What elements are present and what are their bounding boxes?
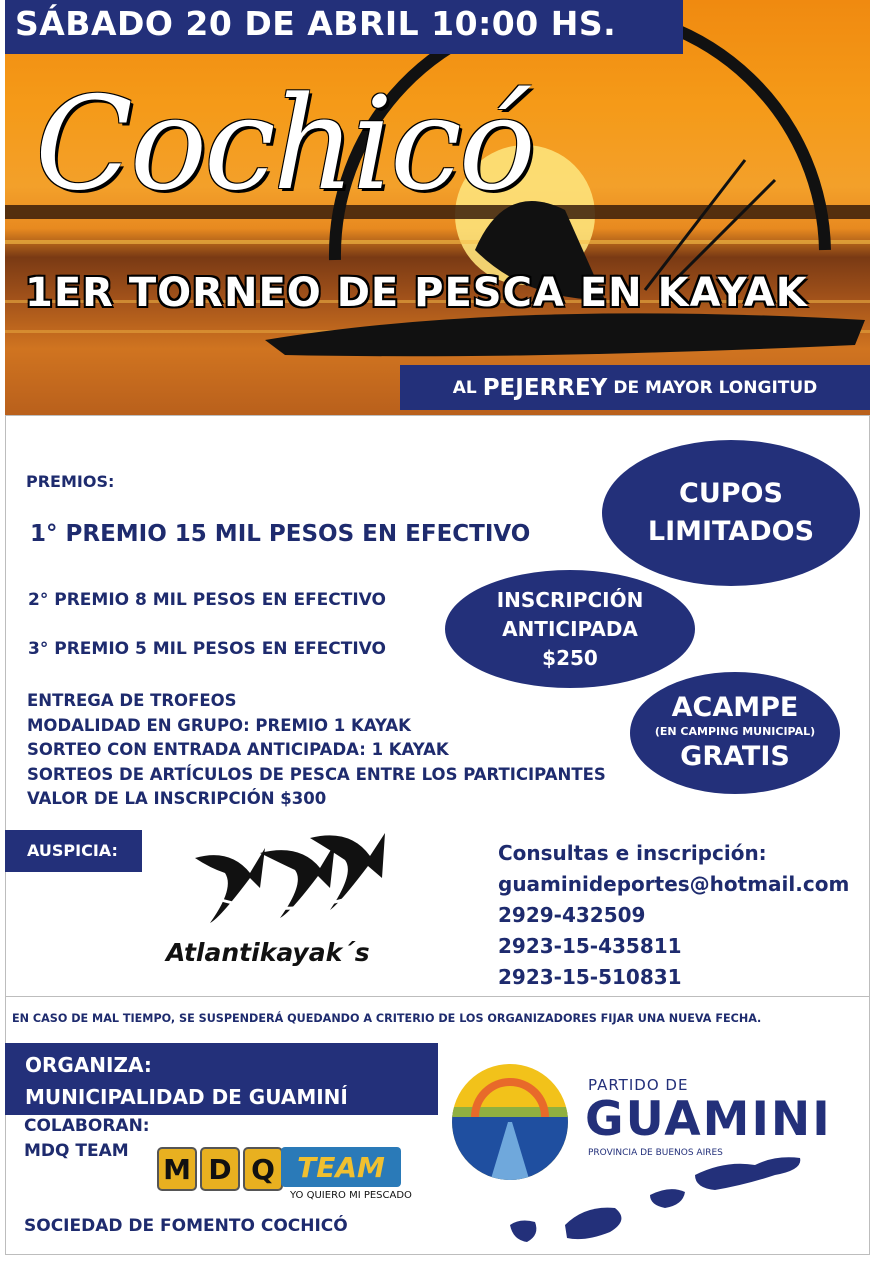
oval-line: CUPOS	[679, 478, 783, 509]
weather-notice: EN CASO DE MAL TIEMPO, SE SUSPENDERÁ QUEDANDO A CRITERIO DE LOS ORGANIZADORES FIJAR UNA NUEVA FECHA.	[12, 1012, 762, 1025]
event-subtitle: 1ER TORNEO DE PESCA EN KAYAK	[25, 270, 808, 316]
first-prize: 1° PREMIO 15 MIL PESOS EN EFECTIVO	[30, 521, 531, 547]
tagline-fish: PEJERREY	[482, 374, 608, 401]
extra-item: SORTEO CON ENTRADA ANTICIPADA: 1 KAYAK	[27, 740, 449, 759]
organiza-box	[5, 1043, 438, 1115]
mdq-team-word: TEAM	[281, 1147, 401, 1187]
tagline-post: DE MAYOR LONGITUD	[613, 377, 818, 398]
auspicia-label: AUSPICIA:	[5, 830, 142, 872]
mdq-letters: M D Q	[157, 1147, 283, 1191]
hero-image	[5, 0, 870, 415]
guamini-line3: PROVINCIA DE BUENOS AIRES	[588, 1148, 723, 1158]
oval-line: ANTICIPADA	[502, 616, 638, 641]
prizes-heading: PREMIOS:	[26, 472, 115, 491]
extra-item: ENTREGA DE TROFEOS	[27, 691, 237, 710]
cupos-limitados-badge	[602, 440, 860, 586]
extras-list	[27, 689, 606, 812]
guamini-line1: PARTIDO DE	[588, 1076, 689, 1094]
inscripcion-badge	[445, 570, 695, 688]
oval-line: LIMITADOS	[647, 516, 815, 547]
mdq-team-logo	[157, 1145, 403, 1191]
contact-email[interactable]: guaminideportes@hotmail.com	[498, 872, 850, 896]
divider	[5, 996, 870, 997]
oval-line: INSCRIPCIÓN	[496, 587, 644, 612]
atlantikayak-logo-icon	[190, 828, 400, 938]
extra-item: VALOR DE LA INSCRIPCIÓN $300	[27, 789, 327, 808]
colaboran-label: COLABORAN:	[24, 1116, 150, 1136]
contact-phone[interactable]: 2929-432509	[498, 903, 646, 927]
third-prize: 3° PREMIO 5 MIL PESOS EN EFECTIVO	[28, 639, 386, 659]
contact-block	[498, 838, 849, 993]
collaborator-fomento: SOCIEDAD DE FOMENTO COCHICÓ	[24, 1216, 348, 1236]
lakes-map-icon	[505, 1150, 815, 1250]
organiza-name: MUNICIPALIDAD DE GUAMINÍ	[25, 1085, 348, 1109]
atlantikayak-logo-text: Atlantikayak´s	[166, 938, 370, 967]
second-prize: 2° PREMIO 8 MIL PESOS EN EFECTIVO	[28, 590, 386, 610]
date-banner: SÁBADO 20 DE ABRIL 10:00 HS.	[5, 0, 683, 54]
mdq-slogan: YO QUIERO MI PESCADO	[290, 1190, 412, 1201]
collaborator-mdq: MDQ TEAM	[24, 1141, 129, 1161]
tagline-banner	[400, 365, 870, 410]
contact-phone[interactable]: 2923-15-510831	[498, 965, 682, 989]
oval-line: ACAMPE	[671, 692, 799, 723]
guamini-line2: GUAMINI	[585, 1092, 832, 1147]
tagline-pre: AL	[452, 377, 477, 398]
extra-item: SORTEOS DE ARTÍCULOS DE PESCA ENTRE LOS PARTICIPANTES	[27, 764, 606, 784]
contact-phone[interactable]: 2923-15-435811	[498, 934, 682, 958]
contact-heading: Consultas e inscripción:	[498, 841, 767, 865]
event-title: Cochicó	[35, 70, 533, 219]
acampe-badge	[630, 672, 840, 794]
extra-item: MODALIDAD EN GRUPO: PREMIO 1 KAYAK	[27, 715, 411, 735]
oval-line: (EN CAMPING MUNICIPAL)	[654, 725, 816, 738]
oval-line: GRATIS	[680, 741, 790, 772]
oval-line: $250	[542, 645, 598, 670]
organiza-label: ORGANIZA:	[25, 1053, 152, 1077]
